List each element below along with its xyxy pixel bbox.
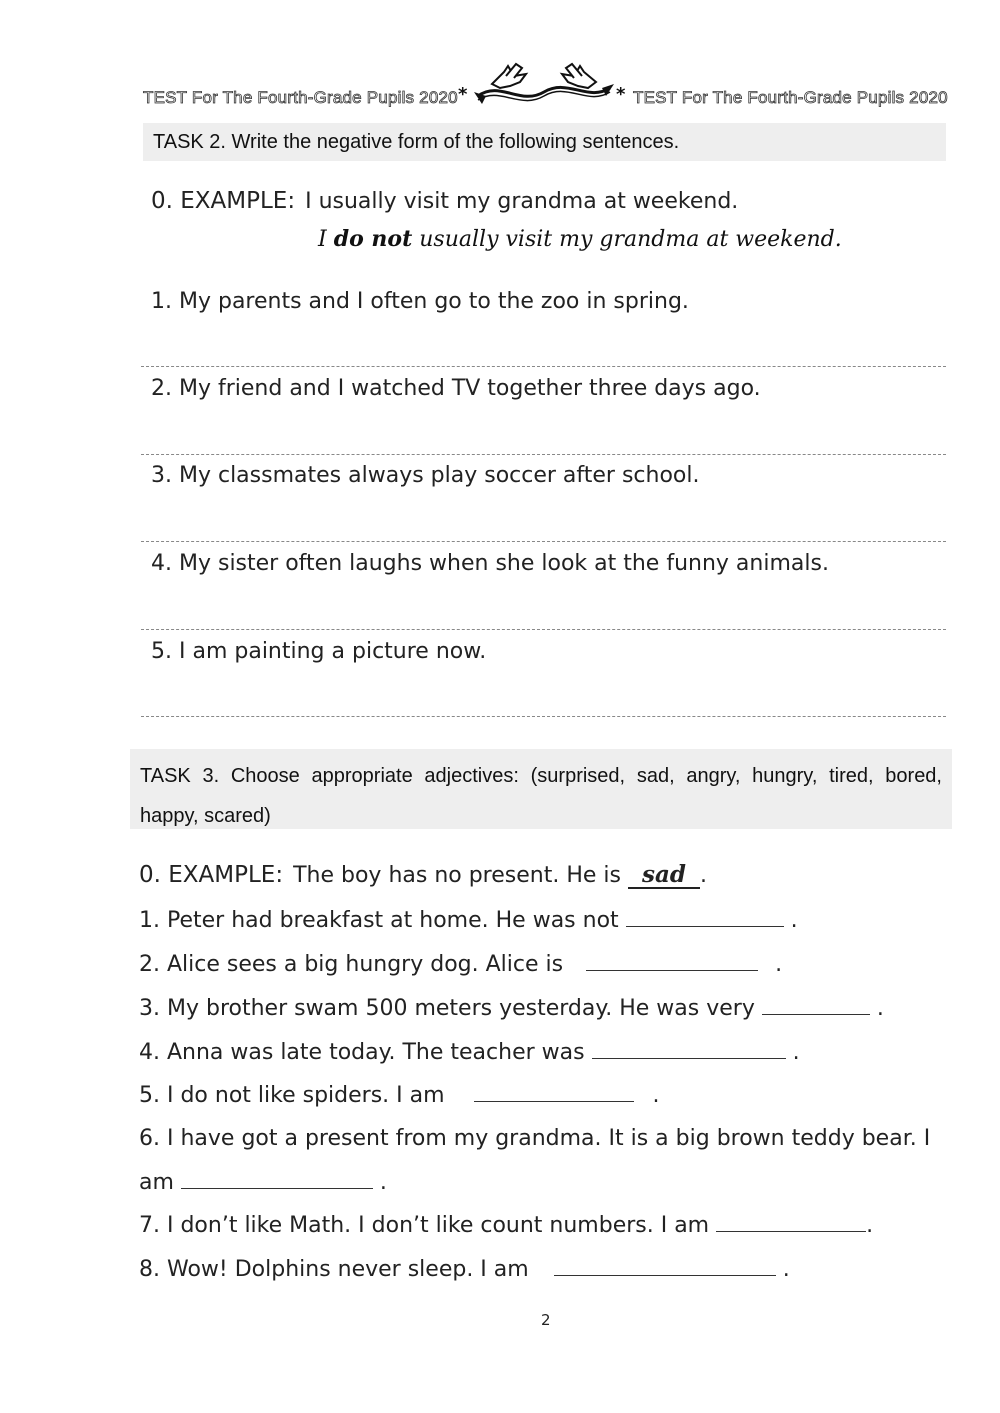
answer-blank[interactable] [181,1171,373,1189]
answer-line[interactable] [141,454,946,455]
task2-heading: TASK 2. Write the negative form of the following sentences. [143,123,946,161]
answer-line[interactable] [141,629,946,630]
task3-example-answer: sad [628,863,700,889]
task3-item-end: . [652,1083,660,1108]
task3-item-end: . [790,908,798,933]
answer-blank[interactable] [474,1084,634,1102]
page-number: 2 [541,1311,551,1329]
task3-item [139,1126,930,1151]
answer-negative: do not [333,226,413,252]
task3-item-end: . [775,952,783,977]
task3-item-text: 2. Alice sees a big hungry dog. Alice is [139,952,564,977]
task3-item [139,1213,873,1238]
answer-line[interactable] [141,541,946,542]
task3-item-text: 8. Wow! Dolphins never sleep. I am [139,1257,529,1282]
answer-blank[interactable] [554,1258,776,1276]
task2-example-answer [318,226,842,252]
answer-blank[interactable] [592,1041,786,1059]
task3-item-text: 1. Peter had breakfast at home. He was not [139,908,619,933]
header-star-right: * [616,84,626,105]
task3-item-continued [139,1170,387,1195]
task3-item [139,908,798,933]
task3-item [139,1040,800,1065]
task2-example [151,188,738,214]
answer-rest: usually visit my grandma at weekend. [419,227,842,252]
answer-subject: I [318,227,327,252]
task3-item-text: 6. I have got a present from my grandma. It is a big brown teddy bear. I [139,1126,931,1151]
answer-blank[interactable] [762,997,870,1015]
task2-item: 2. My friend and I watched TV together three days ago. [151,376,761,401]
task2-item: 4. My sister often laughs when she look at the funny animals. [151,551,829,576]
task3-item-text: 7. I don’t like Math. I don’t like count numbers. I am [139,1213,710,1238]
task3-item-text: am [139,1170,174,1195]
task3-item-text: 3. My brother swam 500 meters yesterday. He was very [139,996,755,1021]
task3-item-end: . [379,1170,387,1195]
task3-item-text: 5. I do not like spiders. I am [139,1083,445,1108]
task3-item [139,1083,660,1108]
page-header [140,62,950,112]
task3-item [139,952,782,977]
task3-example-text: The boy has no present. He is [293,863,621,888]
task2-item: 3. My classmates always play soccer after school. [151,463,700,488]
task2-item: 5. I am painting a picture now. [151,639,487,664]
task2-example-sentence: I usually visit my grandma at weekend. [305,189,739,214]
task3-item [139,1257,790,1282]
task3-item-text: 4. Anna was late today. The teacher was [139,1040,585,1065]
task3-item-end: . [792,1040,800,1065]
answer-blank[interactable] [586,953,758,971]
header-right-text: TEST For The Fourth-Grade Pupils 2020 [633,88,948,107]
answer-line[interactable] [141,366,946,367]
task3-example: 0. EXAMPLE: The boy has no present. He is sad . [139,861,707,888]
header-left-text: TEST For The Fourth-Grade Pupils 2020 [143,88,458,107]
task3-item-end: . [876,996,884,1021]
task3-heading: TASK 3. Choose appropriate adjectives: (surprised, sad, angry, hungry, tired, bored, happy, scared) [130,749,952,829]
task3-item-end: . [782,1257,790,1282]
doves-ribbon-icon [470,62,618,108]
answer-line[interactable] [141,716,946,717]
task3-item [139,996,884,1021]
task2-item: 1. My parents and I often go to the zoo in spring. [151,289,689,314]
header-star-left: * [458,84,468,105]
answer-blank[interactable] [716,1214,866,1232]
task3-example-label: 0. EXAMPLE: [139,862,284,888]
answer-blank[interactable] [626,909,784,927]
task3-item-end: . [866,1213,874,1238]
task2-example-label: 0. EXAMPLE: [151,188,296,214]
